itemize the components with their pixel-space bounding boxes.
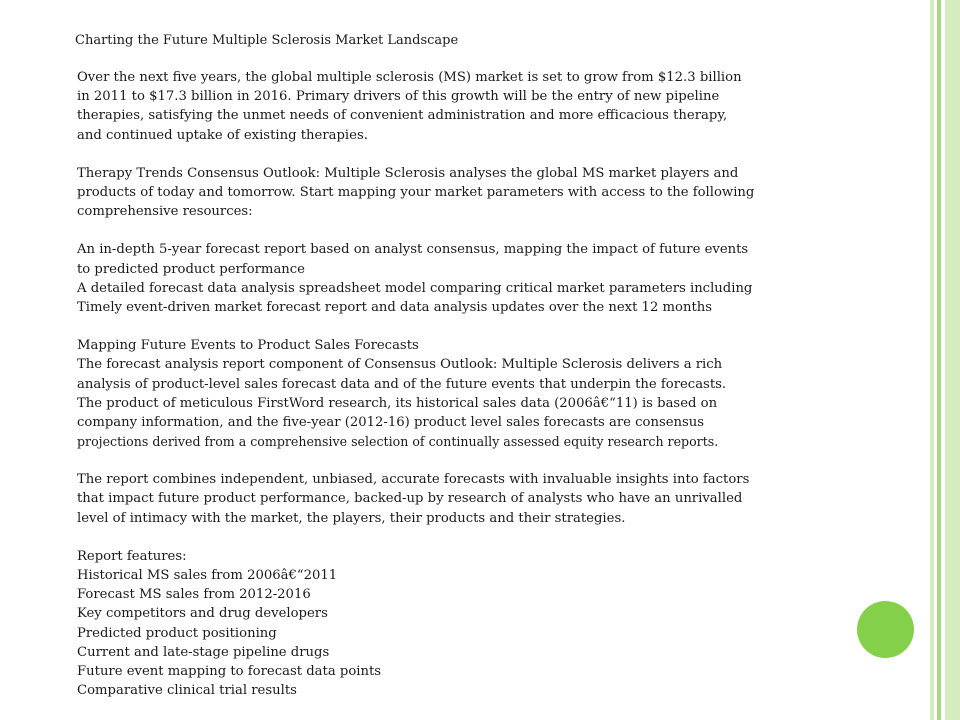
feature-item: Historical MS sales from 2006â€“2011: [77, 568, 338, 583]
paragraph-line: in 2011 to $17.3 billion in 2016. Primary drivers of this growth will be the entry of new pipeline: [77, 89, 720, 104]
feature-item: Key competitors and drug developers: [77, 606, 328, 621]
green-circle: [857, 601, 914, 658]
paragraph-line: comprehensive resources:: [77, 204, 253, 219]
paragraph-line: level of intimacy with the market, the players, their products and their strategies.: [77, 511, 626, 526]
paragraph-line: A detailed forecast data analysis spreadsheet model comparing critical market parameters including: [77, 281, 753, 296]
paragraph-line: An in-depth 5-year forecast report based on analyst consensus, mapping the impact of future events: [77, 242, 749, 257]
feature-item: Comparative clinical trial results: [77, 683, 297, 698]
feature-item: Current and late-stage pipeline drugs: [77, 645, 330, 660]
feature-item: Predicted product positioning: [77, 626, 277, 641]
paragraph-line: and continued uptake of existing therapies.: [77, 128, 368, 143]
paragraph-line: products of today and tomorrow. Start mapping your market parameters with access to the following: [77, 185, 755, 200]
paragraph-line: Therapy Trends Consensus Outlook: Multiple Sclerosis analyses the global MS market players and: [77, 166, 739, 181]
features-heading: Report features:: [77, 549, 187, 564]
paragraph-line: to predicted product performance: [77, 262, 305, 277]
feature-item: Future event mapping to forecast data points: [77, 664, 382, 679]
paragraph-line: The forecast analysis report component of Consensus Outlook: Multiple Sclerosis delivers a rich: [77, 357, 723, 372]
slide-title: Charting the Future Multiple Sclerosis Market Landscape: [75, 33, 459, 48]
paragraph-line: The report combines independent, unbiased, accurate forecasts with invaluable insights into factors: [77, 472, 750, 487]
paragraph-line: projections derived from a comprehensive selection of continually assessed equity research reports.: [77, 434, 719, 449]
paragraph-line: analysis of product-level sales forecast data and of the future events that underpin the forecasts.: [77, 377, 727, 392]
paragraph-line: The product of meticulous FirstWord research, its historical sales data (2006â€“11) is based on: [77, 396, 718, 411]
paragraph-line: Over the next five years, the global multiple sclerosis (MS) market is set to grow from $12.3 billion: [77, 70, 742, 85]
paragraph-line: that impact future product performance, backed-up by research of analysts who have an unrivalled: [77, 491, 743, 506]
paragraph-line: therapies, satisfying the unmet needs of convenient administration and more efficacious therapy,: [77, 108, 728, 123]
paragraph-line: company information, and the five-year (2012-16) product level sales forecasts are consensus: [77, 415, 705, 430]
feature-item: Forecast MS sales from 2012-2016: [77, 587, 311, 602]
frame-stripe: [945, 0, 960, 720]
paragraph-line: Timely event-driven market forecast report and data analysis updates over the next 12 months: [77, 300, 713, 315]
section-heading: Mapping Future Events to Product Sales Forecasts: [77, 338, 419, 353]
